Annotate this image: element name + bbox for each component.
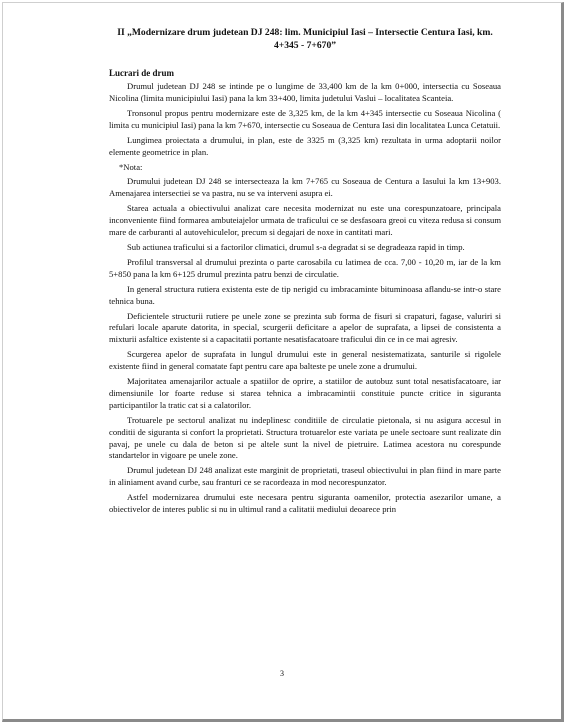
paragraph-8: In general structura rutiera existenta este de tip nerigid cu imbracaminte bituminoasa aflandu-se intr-o stare tehnica buna. — [109, 283, 501, 306]
section-heading: Lucrari de drum — [109, 68, 174, 79]
paragraph-5: Starea actuala a obiectivului analizat care necesita modernizat nu este una corespunzatoare, principala inconveniente fiind formarea ambuteiajelor urmata de traficului ce se desfasoara greoi cu viteza redusa si consum mare de carburanti al autovehiculelor, precum si degajari de noxe in cantitati mari. — [109, 203, 501, 238]
paragraph-10: Scurgerea apelor de suprafata in lungul drumului este in general nesistematizata, santurile si rigolele existente fiind in general comatate fapt pentru care apa balteste pe unele zone a drumului. — [109, 349, 501, 372]
paragraph-2: Tronsonul propus pentru modernizare este de 3,325 km, de la km 4+345 intersectie cu Soseaua Nicolina ( limita cu municipiul Iasi) pana la km 7+670, intersectie cu Soseaua de Centura Iasi din localitatea Lunca Cetatuii. — [109, 107, 501, 130]
paragraph-14: Astfel modernizarea drumului este necesara pentru siguranta oamenilor, protectia asezarilor umane, a obiectivelor de interes public si nu in ultimul rand a calitatii mediului deoarece prin — [109, 492, 501, 515]
paragraph-7: Profilul transversal al drumului prezinta o parte carosabila cu latimea de cca. 7,00 - 10,20 m, iar de la km 5+850 pana la km 6+125 drumul prezinta patru benzi de circulatie. — [109, 256, 501, 279]
note-label: *Nota: — [119, 161, 143, 172]
paragraph-9: Deficientele structurii rutiere pe unele zone se prezinta sub forma de fisuri si crapaturi, fagase, valuriri si refulari locale aparute datorita, in special, scurgerii deficitare a apelor de suprafata, a lipsei de consistenta a mixturii asfaltice existente si a capacitatii portante nesatisfacatoare traficului din ce in ce mai agresiv. — [109, 310, 501, 345]
page-frame — [2, 2, 564, 722]
page-number: 3 — [280, 669, 284, 678]
document-title: II „Modernizare drum judetean DJ 248: lim. Municipiul Iasi – Intersectie Centura Iasi, km. 4+345 - 7+670” — [117, 27, 493, 51]
paragraph-1: Drumul judetean DJ 248 se intinde pe o lungime de 33,400 km de la km 0+000, intersectia cu Soseaua Nicolina (limita municipiului Iasi) pana la km 33+400, limita judetului Vaslui – localitatea Scanteia. — [109, 81, 501, 103]
paragraph-13: Drumul judetean DJ 248 analizat este marginit de proprietati, traseul obiectivului in plan fiind in mare parte in aliniament avand curbe, sau franturi ce se racordeaza in mod necorespunzator. — [109, 465, 501, 488]
paragraph-11: Majoritatea amenajarilor actuale a spatiilor de oprire, a statiilor de autobuz sunt total nesatisfacatoare, iar dimensiunile lor foarte reduse si starea tehnica a imbracamintii constituie puncte critice in siguranta participantilor la tratic cat si a calatorilor. — [109, 376, 501, 410]
paragraph-3: Lungimea proiectata a drumului, in plan, este de 3325 m (3,325 km) rezultata in urma adoptarii noilor elemente geometrice in plan. — [109, 134, 501, 157]
paragraph-note: Drumului judetean DJ 248 se intersecteaza la km 7+765 cu Soseaua de Centura a Iasului la km 13+903. Amenajarea intersectiei se va pastra, nu se va interveni asupra ei. — [109, 176, 501, 199]
paragraph-12: Trotuarele pe sectorul analizat nu indeplinesc conditiile de circulatie pietonala, si nu asigura accesul in conditii de siguranta si confort la proprietati. Structura trotuarelor este variata pe unele sectoare sunt realizate din pavaj, pe unele cu dala de beton si pe altele sunt la nivel de pietruire. Latimea acestora nu corespunde standartelor in vigoare pe unele zone. — [109, 414, 501, 461]
paragraph-6: Sub actiunea traficului si a factorilor climatici, drumul s-a degradat si se degradeaza rapid in timp. — [127, 241, 465, 252]
document-page — [109, 27, 501, 519]
